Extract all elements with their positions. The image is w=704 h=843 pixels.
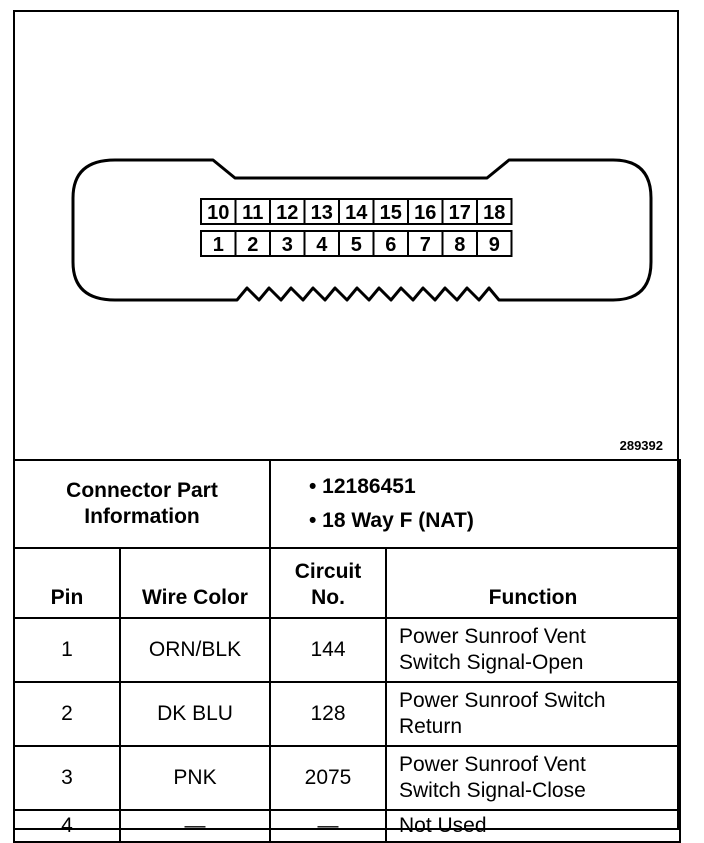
function-line2: Return <box>399 715 463 738</box>
part-info-label-line2: Information <box>84 505 200 528</box>
function-line1: Not Used <box>399 814 487 837</box>
bottom-pin-label: 9 <box>488 234 500 256</box>
function-cell <box>386 618 680 682</box>
pin-cell: 2 <box>14 682 120 746</box>
col-function: Function <box>386 548 680 618</box>
column-header-row <box>14 548 680 618</box>
col-circuit-line1: Circuit <box>294 560 362 583</box>
function-cell <box>386 810 680 842</box>
wire-color-cell: PNK <box>120 746 270 810</box>
function-line1: Power Sunroof Vent <box>399 753 586 776</box>
top-pin-label: 18 <box>483 202 506 224</box>
table-row <box>14 618 680 682</box>
wire-color-cell: DK BLU <box>120 682 270 746</box>
bottom-pin-label: 4 <box>316 234 328 256</box>
connector-diagram <box>15 12 677 459</box>
circuit-cell: 128 <box>270 682 386 746</box>
part-info-row <box>14 460 680 548</box>
bottom-pin-label: 6 <box>385 234 397 256</box>
circuit-cell: 144 <box>270 618 386 682</box>
function-line1: Power Sunroof Switch <box>399 689 606 712</box>
top-pin-label: 13 <box>310 202 333 224</box>
function-cell <box>386 746 680 810</box>
part-number: • 12186451 <box>309 475 416 498</box>
part-info-label <box>14 460 270 548</box>
function-line2: Switch Signal-Close <box>399 779 586 802</box>
bottom-pin-label: 8 <box>454 234 466 256</box>
table-row <box>14 746 680 810</box>
top-pin-label: 16 <box>414 202 437 224</box>
table-row <box>14 810 680 842</box>
connector-table <box>13 459 681 843</box>
col-pin: Pin <box>14 548 120 618</box>
connector-type: • 18 Way F (NAT) <box>309 509 474 532</box>
part-info-values <box>270 460 680 548</box>
top-pin-label: 14 <box>345 202 368 224</box>
pin-cell: 1 <box>14 618 120 682</box>
top-pin-label: 11 <box>242 202 264 224</box>
col-circuit <box>270 548 386 618</box>
col-wire-color: Wire Color <box>120 548 270 618</box>
top-pin-label: 12 <box>276 202 299 224</box>
diagram-frame <box>13 10 679 837</box>
table-row <box>14 682 680 746</box>
part-info-label-line1: Connector Part <box>66 479 218 502</box>
pin-row-top <box>201 199 512 224</box>
function-line2: Switch Signal-Open <box>399 651 584 674</box>
col-circuit-line2: No. <box>311 586 345 609</box>
wire-color-cell: — <box>120 810 270 842</box>
bottom-pin-label: 7 <box>419 234 431 256</box>
figure-id: 289392 <box>619 438 663 453</box>
top-pin-label: 17 <box>448 202 471 224</box>
circuit-cell: — <box>270 810 386 842</box>
bottom-pin-label: 5 <box>350 234 362 256</box>
bottom-pin-label: 3 <box>281 234 293 256</box>
pin-cell: 4 <box>14 810 120 842</box>
function-line1: Power Sunroof Vent <box>399 625 586 648</box>
function-cell <box>386 682 680 746</box>
pin-cell: 3 <box>14 746 120 810</box>
pin-row-bottom <box>201 231 512 256</box>
bottom-pin-label: 2 <box>247 234 259 256</box>
wire-color-cell: ORN/BLK <box>120 618 270 682</box>
top-pin-label: 10 <box>207 202 230 224</box>
top-pin-label: 15 <box>379 202 402 224</box>
bottom-pin-label: 1 <box>212 234 224 256</box>
circuit-cell: 2075 <box>270 746 386 810</box>
